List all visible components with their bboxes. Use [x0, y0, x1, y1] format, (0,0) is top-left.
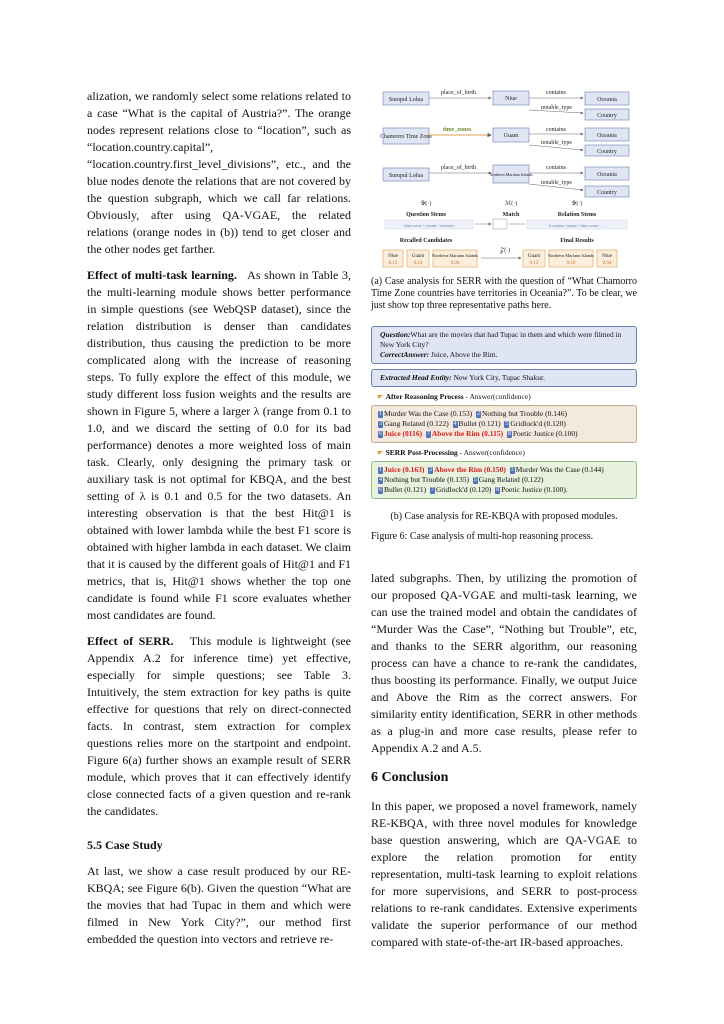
entity-label: Extracted Head Entity: — [380, 373, 452, 382]
caption-a: (a) Case analysis for SERR with the question of “What Chamorro Time Zone countries have territories in Oceania?”. To be clear, we just show top three representative paths here. — [371, 276, 637, 311]
rx-label: 𝒴(·) — [571, 201, 583, 207]
paragraph-multitask — [87, 267, 351, 624]
fx-label: 𝒴(·) — [420, 201, 432, 207]
serr-item-6: Gridlock'd (0.120) — [435, 485, 492, 494]
question-label: Question: — [380, 330, 411, 339]
after-item-4: Gridlock'd (0.120) — [510, 419, 566, 428]
recalled-1-name: Guam — [411, 254, 425, 259]
after-answers: 1 Murder Was the Case (0.153) 2 Nothing but Trouble (0.146) 3 Gang Related (0.122) 4 Bullet (0.121) 5 Gridlock'd (0.120) 6 Juice (0116) 7 Above the Rim (0.115) 8 Poetic Justice (0.100) — [371, 405, 637, 443]
serr-diagram — [371, 82, 637, 272]
node-type-2-label: Country — [597, 149, 617, 155]
edge-1-3: place_of_birth — [441, 165, 476, 171]
serr-item-5: Bullet (0.121) — [384, 485, 427, 494]
final-1-name: Northern Mariana Islands — [547, 253, 595, 258]
final-0-score: 0.12 — [529, 261, 539, 266]
answer-label: CorrectAnswer: — [380, 350, 430, 359]
node-start-3-label: Sumpul Lolua — [388, 173, 424, 179]
edge-1-1: place_of_birth — [441, 90, 476, 96]
serr-item-7: Poetic Justice (0.100). — [501, 485, 568, 494]
paragraph-case-cont: lated subgraphs. Then, by utilizing the promotion of our proposed QA-VGAE and multi-task learning, we can use the trained model and obtain the candidates of “Murder Was the Case”, “Nothing but Trouble”, etc, and thanks to the SERR algorithm, our reasoning process can have a chance to re-rank the candidates, thus boosting its performance. Finally, we output Juice and Above the Rim as the correct answers. For similarity entity identification, SERR in other methods as a plug-in and more case results, please refer to Appendix A.2 and A.5. — [371, 571, 637, 755]
after-reasoning-head — [377, 392, 637, 402]
paragraph-intro: alization, we randomly select some relations related to a case “What is the capital of Austria?”. The orange nodes represent relations close to “location”, such as “location.country.capital”, “location.country.first_level_divisions”, etc., and the blue nodes denote the relations that are not covered by the question subgraph, which we call far relations. Obviously, after using QA-VGAE, the related relations (orange nodes in (b)) tend to get closer and the other nodes get farther. — [87, 89, 351, 256]
serr-item-4: Gang Related (0.122) — [478, 475, 544, 484]
node-end-2-label: Oceania — [597, 133, 617, 139]
node-mid-2-label: Guam — [503, 133, 519, 139]
edge-2-1: contains — [546, 90, 566, 96]
paragraph-conclusion: In this paper, we proposed a novel framework, namely RE-KBQA, with three novel modules for knowledge base question answering, which are QA-VGAE to explore the relation promotion for entity representation, multi-task learning to exploit relations for more supervisions, and SERR to post-process relations to re-rank candidates. Extensive experiments validate the superior performance of our method compared with state-of-the-art IR-based approaches. — [371, 799, 637, 949]
final-1-score: 0.10 — [566, 261, 576, 266]
case-panel-b — [371, 326, 637, 499]
recalled-0-score: 0.12 — [388, 261, 398, 266]
edge-3-1: notable_type — [541, 105, 572, 111]
relation-stems-text: location / name / time zone / ... — [549, 223, 605, 228]
node-mid-3-label: Northern Mariana Islands — [489, 172, 533, 177]
after-item-3: Bullet (0.121) — [458, 419, 501, 428]
figure-caption: Figure 6: Case analysis of multi-hop reasoning process. — [371, 531, 594, 542]
serr-item-3: Nothing but Trouble (0.135) — [384, 475, 470, 484]
edge-3-3: notable_type — [541, 180, 572, 186]
text-multitask: As shown in Table 3, the multi-learning module shows better performance in simple questions (see WebQSP dataset), since the relation distribution is denser than candidates distribution, thus causing the prediction to be more complicated along with the increase of reasoning steps. To fully explore the effect of this module, we study different loss fusion weights and the results are shown in Figure 5, where a larger λ (range from 0.1 to 1.0, and we discard the setting of 0.0 for its bad performance) denotes a more weighted loss of main task. Clearly, only designing the primary task or auxiliary task is not optimal for KBQA, and the best setting of λ is 0.1 and 0.5 for the two datasets. An interesting observation is that the best Hit@1 is obtained with lower lambda while the best F1 score is obtained with higher lambda in each dataset. We claim that it is caused by the different goals of Hit@1 and F1 metrics, that is, Hit@1 shows whether the top one candidate is found while F1 score evaluates whether most candidates are found. — [87, 268, 351, 622]
edge-3-2: notable_type — [541, 140, 572, 146]
section-conclusion: 6 Conclusion — [371, 770, 449, 785]
entity-text: New York City, Tupac Shakur. — [453, 373, 545, 382]
after-item-5: Juice (0116) — [384, 429, 423, 438]
recalled-candidates-label: Recalled Candidates — [399, 238, 453, 244]
after-item-2: Gang Related (0.122) — [384, 419, 449, 428]
final-2-name: Niue — [602, 254, 612, 259]
edge-1-2: time_zones — [443, 127, 472, 133]
question-text: What are the movies that had Tupac in them and which were filmed in New York City? — [380, 330, 622, 349]
final-0-name: Guam — [527, 254, 541, 259]
after-suffix: - Answer(confidence) — [465, 392, 531, 401]
serr-item-0: Juice (0.163) — [384, 465, 425, 474]
final-results-label: Final Results — [560, 238, 594, 244]
node-end-1-label: Oceania — [597, 97, 617, 103]
question-stems-label: Question Stems — [406, 212, 446, 218]
serr-label: SERR Post-Processing — [385, 448, 458, 457]
caption-b: (b) Case analysis for RE-KBQA with proposed modules. — [390, 511, 618, 522]
mx-label: ℳ(·) — [504, 201, 518, 207]
node-mid-1-label: Niue — [505, 96, 517, 102]
final-2-score: 0.04 — [602, 261, 612, 266]
node-start-1-label: Sumpul Lolua — [388, 97, 424, 103]
serr-suffix: - Answer(confidence) — [459, 448, 525, 457]
hand-icon: ☛ — [377, 448, 384, 457]
figure-6 — [371, 82, 637, 543]
recalled-2-score: 0.04 — [450, 261, 460, 266]
after-label: After Reasoning Process — [385, 392, 464, 401]
node-start-2-label: Chamorro Time Zone — [380, 134, 432, 140]
relation-stems-label: Relation Stems — [557, 212, 597, 218]
section-case-study: 5.5 Case Study — [87, 838, 163, 852]
paragraph-serr — [87, 633, 351, 820]
match-label: Match — [502, 212, 520, 218]
recalled-0-name: Niue — [388, 254, 398, 259]
question-stems-text: time zone / countr / territori — [404, 223, 454, 228]
recalled-1-score: 0.10 — [413, 261, 423, 266]
node-end-3-label: Oceania — [597, 172, 617, 178]
serr-head — [377, 448, 637, 458]
after-item-7: Poetic Justice (0.100) — [512, 429, 578, 438]
heading-serr: Effect of SERR. — [87, 634, 174, 648]
rx2-label: 𝒵(·) — [499, 248, 511, 254]
heading-multitask: Effect of multi-task learning. — [87, 268, 237, 282]
after-item-1: Nothing but Trouble (0.146) — [481, 409, 567, 418]
left-column — [87, 88, 351, 957]
entity-box — [371, 369, 637, 387]
serr-item-2: Murder Was the Case (0.144) — [515, 465, 604, 474]
question-box — [371, 326, 637, 364]
serr-item-1: Above the Rim (0.150) — [434, 465, 506, 474]
edge-2-3: contains — [546, 165, 566, 171]
answer-text: Juice, Above the Rim. — [431, 350, 498, 359]
right-column — [371, 570, 637, 960]
hand-icon: ☛ — [377, 392, 384, 401]
edge-2-2: contains — [546, 127, 566, 133]
node-type-3-label: Country — [597, 190, 617, 196]
recalled-2-name: Northern Mariana Islands — [431, 253, 479, 258]
after-item-6: Above the Rim (0.115) — [431, 429, 504, 438]
text-serr: This module is lightweight (see Appendix A.2 for inference time) yet effective, especially for simple questions; see Table 3. Intuitively, the stem extraction for key paths is quite effective for questions that rely on direct-connected facts. In contrast, stem extraction for complex questions relies more on the startpoint and endpoint. Figure 6(a) further shows an example result of SERR module, which proves that it can effectively identify close connected facts of a given question and re-rank the candidates. — [87, 634, 351, 818]
after-item-0: Murder Was the Case (0.153) — [384, 409, 473, 418]
paragraph-case-study: At last, we show a case result produced by our RE-KBQA; see Figure 6(b). Given the question “What are the movies that had Tupac in them and which were filmed in New York City?”, our method first embedded the question into vectors and retrieve re- — [87, 864, 351, 946]
serr-answers: 1 Juice (0.163) 2 Above the Rim (0.150) 3 Murder Was the Case (0.144) 4 Nothing but Trouble (0.135) 5 Gang Related (0.122) 6 Bullet (0.121) 7 Gridlock'd (0.120) 8 Poetic Justice (0.100). — [371, 461, 637, 499]
node-type-1-label: Country — [597, 113, 617, 119]
